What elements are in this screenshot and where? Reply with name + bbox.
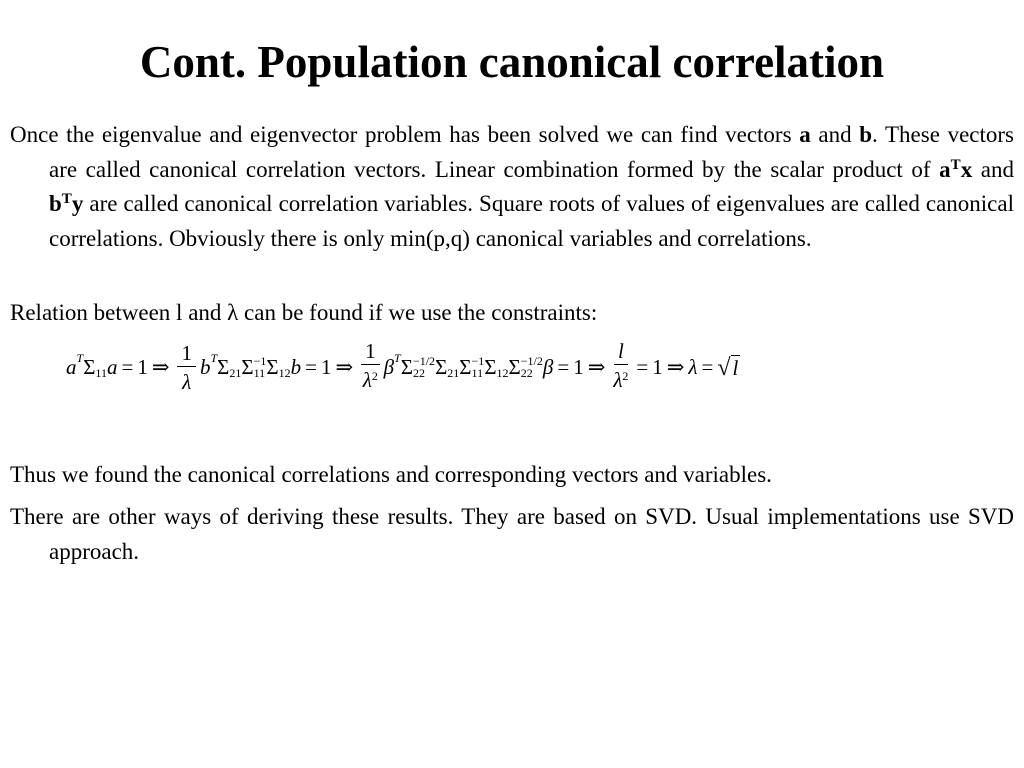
eq-equals: = xyxy=(636,354,649,379)
eq-sigma: Σ xyxy=(508,354,521,379)
eq-sup: −1/2 xyxy=(412,354,436,368)
vector-b: b xyxy=(859,122,873,147)
eq-transpose: T xyxy=(210,350,218,365)
eq-sub: 11 xyxy=(95,365,107,380)
p1-text-4: and xyxy=(972,156,1014,182)
eq-transpose: T xyxy=(394,350,401,365)
eq-denominator: λ xyxy=(182,369,192,394)
eq-subsup xyxy=(254,355,267,379)
eq-sub: 22 xyxy=(520,366,533,380)
eq-radicand: l xyxy=(732,355,739,380)
constraint-equation xyxy=(66,334,916,400)
eq-sigma: Σ xyxy=(435,354,448,379)
paragraph-relation: Relation between l and λ can be found if we use the constraints: xyxy=(10,300,598,325)
eq-lambda: λ xyxy=(688,354,698,379)
p1-text-3: . These vectors are called canonical correlation vectors. Linear combination formed by the scalar product of xyxy=(49,122,1014,182)
eq-sigma: Σ xyxy=(266,354,279,379)
vector-a: a xyxy=(799,122,811,147)
eq-implies: ⇒ xyxy=(587,354,606,379)
eq-sigma: Σ xyxy=(83,354,96,379)
eq-one: 1 xyxy=(320,354,332,379)
eq-sigma: Σ xyxy=(241,354,254,379)
eq-one: 1 xyxy=(652,354,663,379)
eq-fraction xyxy=(361,340,380,394)
p1-text-5: are called canonical correlation variables. Square roots of values of eigenvalues are called canonical correlations. Obviously there is only min(p,q) canonical variables and correlations. xyxy=(49,191,1014,251)
eq-fraction xyxy=(613,340,628,394)
paragraph-conclusion: Thus we found the canonical correlations and corresponding vectors and variables. xyxy=(10,462,772,487)
eq-sigma: Σ xyxy=(459,354,472,379)
eq-a: a xyxy=(106,354,118,379)
eq-subsup xyxy=(413,355,435,379)
eq-b: b xyxy=(290,354,302,379)
eq-sub: 21 xyxy=(229,365,242,380)
eq-sub: 21 xyxy=(447,365,460,380)
vector-y: y xyxy=(71,191,84,216)
eq-denominator xyxy=(363,365,378,394)
eq-equals: = xyxy=(305,354,317,379)
eq-numerator: 1 xyxy=(177,342,196,367)
eq-sup: −1 xyxy=(471,354,485,368)
vector-x: x xyxy=(960,156,973,182)
eq-numerator: l xyxy=(614,340,628,365)
eq-square-root xyxy=(717,355,740,380)
eq-b: b xyxy=(199,354,211,379)
paragraph-svd: There are other ways of deriving these results. They are based on SVD. Usual implementations use SVD approach. xyxy=(10,504,1014,564)
eq-lambda: λ xyxy=(362,368,372,392)
eq-implies: ⇒ xyxy=(335,354,354,379)
eq-denominator xyxy=(613,365,628,394)
eq-numerator: 1 xyxy=(361,340,380,365)
p1-text-1: Once the eigenvalue and eigenvector problem has been solved we can find vectors xyxy=(10,122,800,147)
eq-exponent: 2 xyxy=(371,369,378,383)
eq-exponent: 2 xyxy=(622,369,629,383)
eq-lambda: λ xyxy=(613,368,623,392)
eq-one: 1 xyxy=(137,354,148,379)
eq-implies: ⇒ xyxy=(151,354,170,379)
eq-radical-sign: √ xyxy=(717,354,731,381)
eq-subsup xyxy=(521,355,543,379)
eq-sub: 22 xyxy=(412,366,425,380)
eq-equals: = xyxy=(557,354,570,379)
p1-text-2: and xyxy=(810,122,860,147)
eq-subsup xyxy=(472,355,485,379)
eq-equals: = xyxy=(701,354,714,379)
eq-sigma: Σ xyxy=(484,354,497,379)
vector-a-transpose: a xyxy=(939,156,951,182)
eq-sup: −1/2 xyxy=(520,354,543,368)
eq-sup: −1 xyxy=(253,354,267,368)
eq-beta: β xyxy=(383,354,395,379)
eq-fraction xyxy=(177,342,196,393)
transpose-superscript: T xyxy=(61,191,72,207)
eq-sigma: Σ xyxy=(400,354,413,379)
slide-title: Cont. Population canonical correlation xyxy=(139,37,885,87)
eq-beta: β xyxy=(542,354,554,379)
eq-sub: 12 xyxy=(278,365,291,380)
eq-sub: 11 xyxy=(253,366,266,380)
eq-transpose: T xyxy=(76,350,84,365)
eq-sigma: Σ xyxy=(217,354,230,379)
eq-one: 1 xyxy=(573,354,584,379)
eq-implies: ⇒ xyxy=(666,354,685,379)
equation-row xyxy=(66,334,740,400)
eq-sub: 12 xyxy=(496,365,509,380)
vector-b-transpose: b xyxy=(49,191,62,216)
eq-a: a xyxy=(66,354,77,379)
paragraph-canonical-vectors xyxy=(10,118,1014,256)
eq-sub: 11 xyxy=(471,366,484,380)
transpose-superscript: T xyxy=(950,156,961,173)
eq-equals: = xyxy=(121,354,134,379)
